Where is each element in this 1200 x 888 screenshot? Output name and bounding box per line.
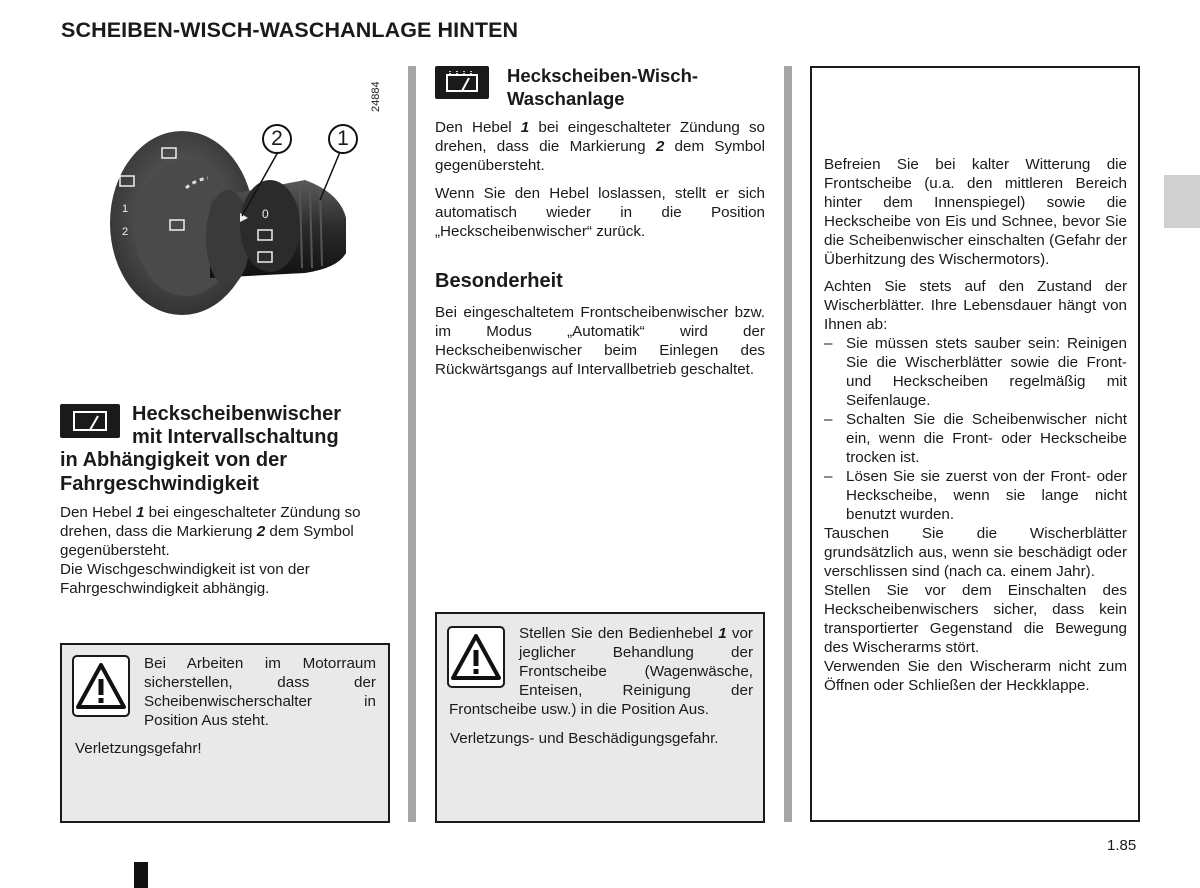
section-thumb-tab [1164,175,1200,228]
middle-paragraph-3: Bei eingeschaltetem Frontscheibenwischer bzw. im Modus „Automatik“ wird der Heckscheibenwischer beim Einlegen des Rückwärtsgangs auf Intervallbetrieb geschaltet. [435,304,765,378]
middle-paragraph-2: Wenn Sie den Hebel loslassen, stellt er sich automatisch wieder in die Position „Heckscheibenwischer“ zurück. [435,185,765,240]
care-paragraph-3: Tauschen Sie die Wischerblätter grundsätzlich aus, wenn sie beschädigt oder verschlissen sind (nach ca. einem Jahr). [824,525,1127,580]
page-title: SCHEIBEN-WISCH-WASCHANLAGE HINTEN [61,18,519,42]
care-paragraph-1: Befreien Sie bei kalter Witterung die Frontscheibe (u.a. den mittleren Bereich hinter dem Innenspiegel) sowie die Heckscheibe von Eis und Schnee, bevor Sie die Scheibenwischer einschalten (Gefahr der Überhitzung des Wischermotors). [824,156,1127,268]
knob-label-0: 0 [262,207,269,221]
rear-washer-icon [435,66,489,99]
ring-label-1: 1 [122,203,129,215]
care-paragraph-4: Stellen Sie vor dem Einschalten des Heckscheibenwischers sicher, dass kein transportierter Gegenstand die Bewegung des Wischerarms stört. [824,582,1127,656]
care-bullet-2: – Schalten Sie die Scheibenwischer nicht ein, wenn die Front- oder Heckscheibe trocken ist. [824,410,1127,467]
page-number: 1.85 [1107,837,1137,854]
column-divider-right [784,66,792,822]
left-body-text [60,503,390,606]
middle-warning-box [435,612,765,823]
care-paragraph-5: Verwenden Sie den Wischerarm nicht zum Öffnen oder Schließen der Heckklappe. [824,658,1127,694]
left-paragraph-1: Den Hebel 1 bei eingeschalteter Zündung so drehen, dass die Markierung 2 dem Symbol gegenübersteht. [60,504,361,559]
middle-subheading: Besonderheit [435,270,563,292]
left-heading-line3: in Abhängigkeit von der [60,449,288,471]
care-bullet-3: – Lösen Sie sie zuerst von der Front- oder Heckscheibe, wenn sie lange nicht benutzt wurden. [824,467,1127,524]
warning-icon-spacer [449,624,519,700]
care-bullet-list [824,334,1127,524]
left-warning-note: Verletzungsgefahr! [75,740,202,757]
rear-wiper-interval-icon-box [60,404,120,438]
ring-label-2: 2 [122,226,129,238]
rear-washer-icon-box [435,66,489,99]
illustration-code: 24884 [370,81,382,112]
callout-leader-lines [230,150,350,230]
callout-2-label: 2 [271,127,283,150]
middle-paragraph-1: Den Hebel 1 bei eingeschalteter Zündung so drehen, dass die Markierung 2 dem Symbol gegenübersteht. [435,119,766,174]
care-info-text [824,155,1127,703]
column-divider-left [408,66,416,822]
warning-triangle-icon [74,657,128,715]
middle-heading-line2: Waschanlage [507,88,625,109]
care-paragraph-2: Achten Sie stets auf den Zustand der Wischerblätter. Ihre Lebensdauer hängt von Ihnen ab: [824,278,1127,333]
middle-warning-text: Stellen Sie den Bedienhebel 1 vor jeglicher Behandlung der Frontscheibe (Wagenwäsche, Enteisen, Reinigung der Frontscheibe usw.) in die Position Aus. [449,625,753,718]
left-warning-box [60,643,390,823]
middle-heading-line1: Heckscheiben-Wisch- [507,65,699,86]
middle-body-text [435,118,765,249]
left-heading-line4: Fahrgeschwindigkeit [60,473,259,495]
care-bullet-1: – Sie müssen stets sauber sein: Reinigen Sie die Wischerblätter sowie die Front- und Heckscheiben regelmäßig mit Seifenlauge. [824,334,1127,410]
left-heading-line2: mit Intervallschaltung [132,426,339,448]
middle-warning-note: Verletzungs- und Beschädigungsgefahr. [450,730,719,747]
left-heading-line1: Heckscheibenwischer [132,403,341,425]
left-paragraph-2: Die Wischgeschwindigkeit ist von der Fahrgeschwindigkeit abhängig. [60,561,310,597]
callout-1-label: 1 [337,127,349,150]
care-info-box [810,66,1140,822]
left-warning-icon-frame [72,655,130,717]
left-warning-text: Bei Arbeiten im Motorraum sicherstellen, dass der Scheibenwischerschalter in Position Aus steht. [144,655,376,729]
rear-wiper-icon [60,404,120,438]
page-edge-mark [134,862,148,888]
